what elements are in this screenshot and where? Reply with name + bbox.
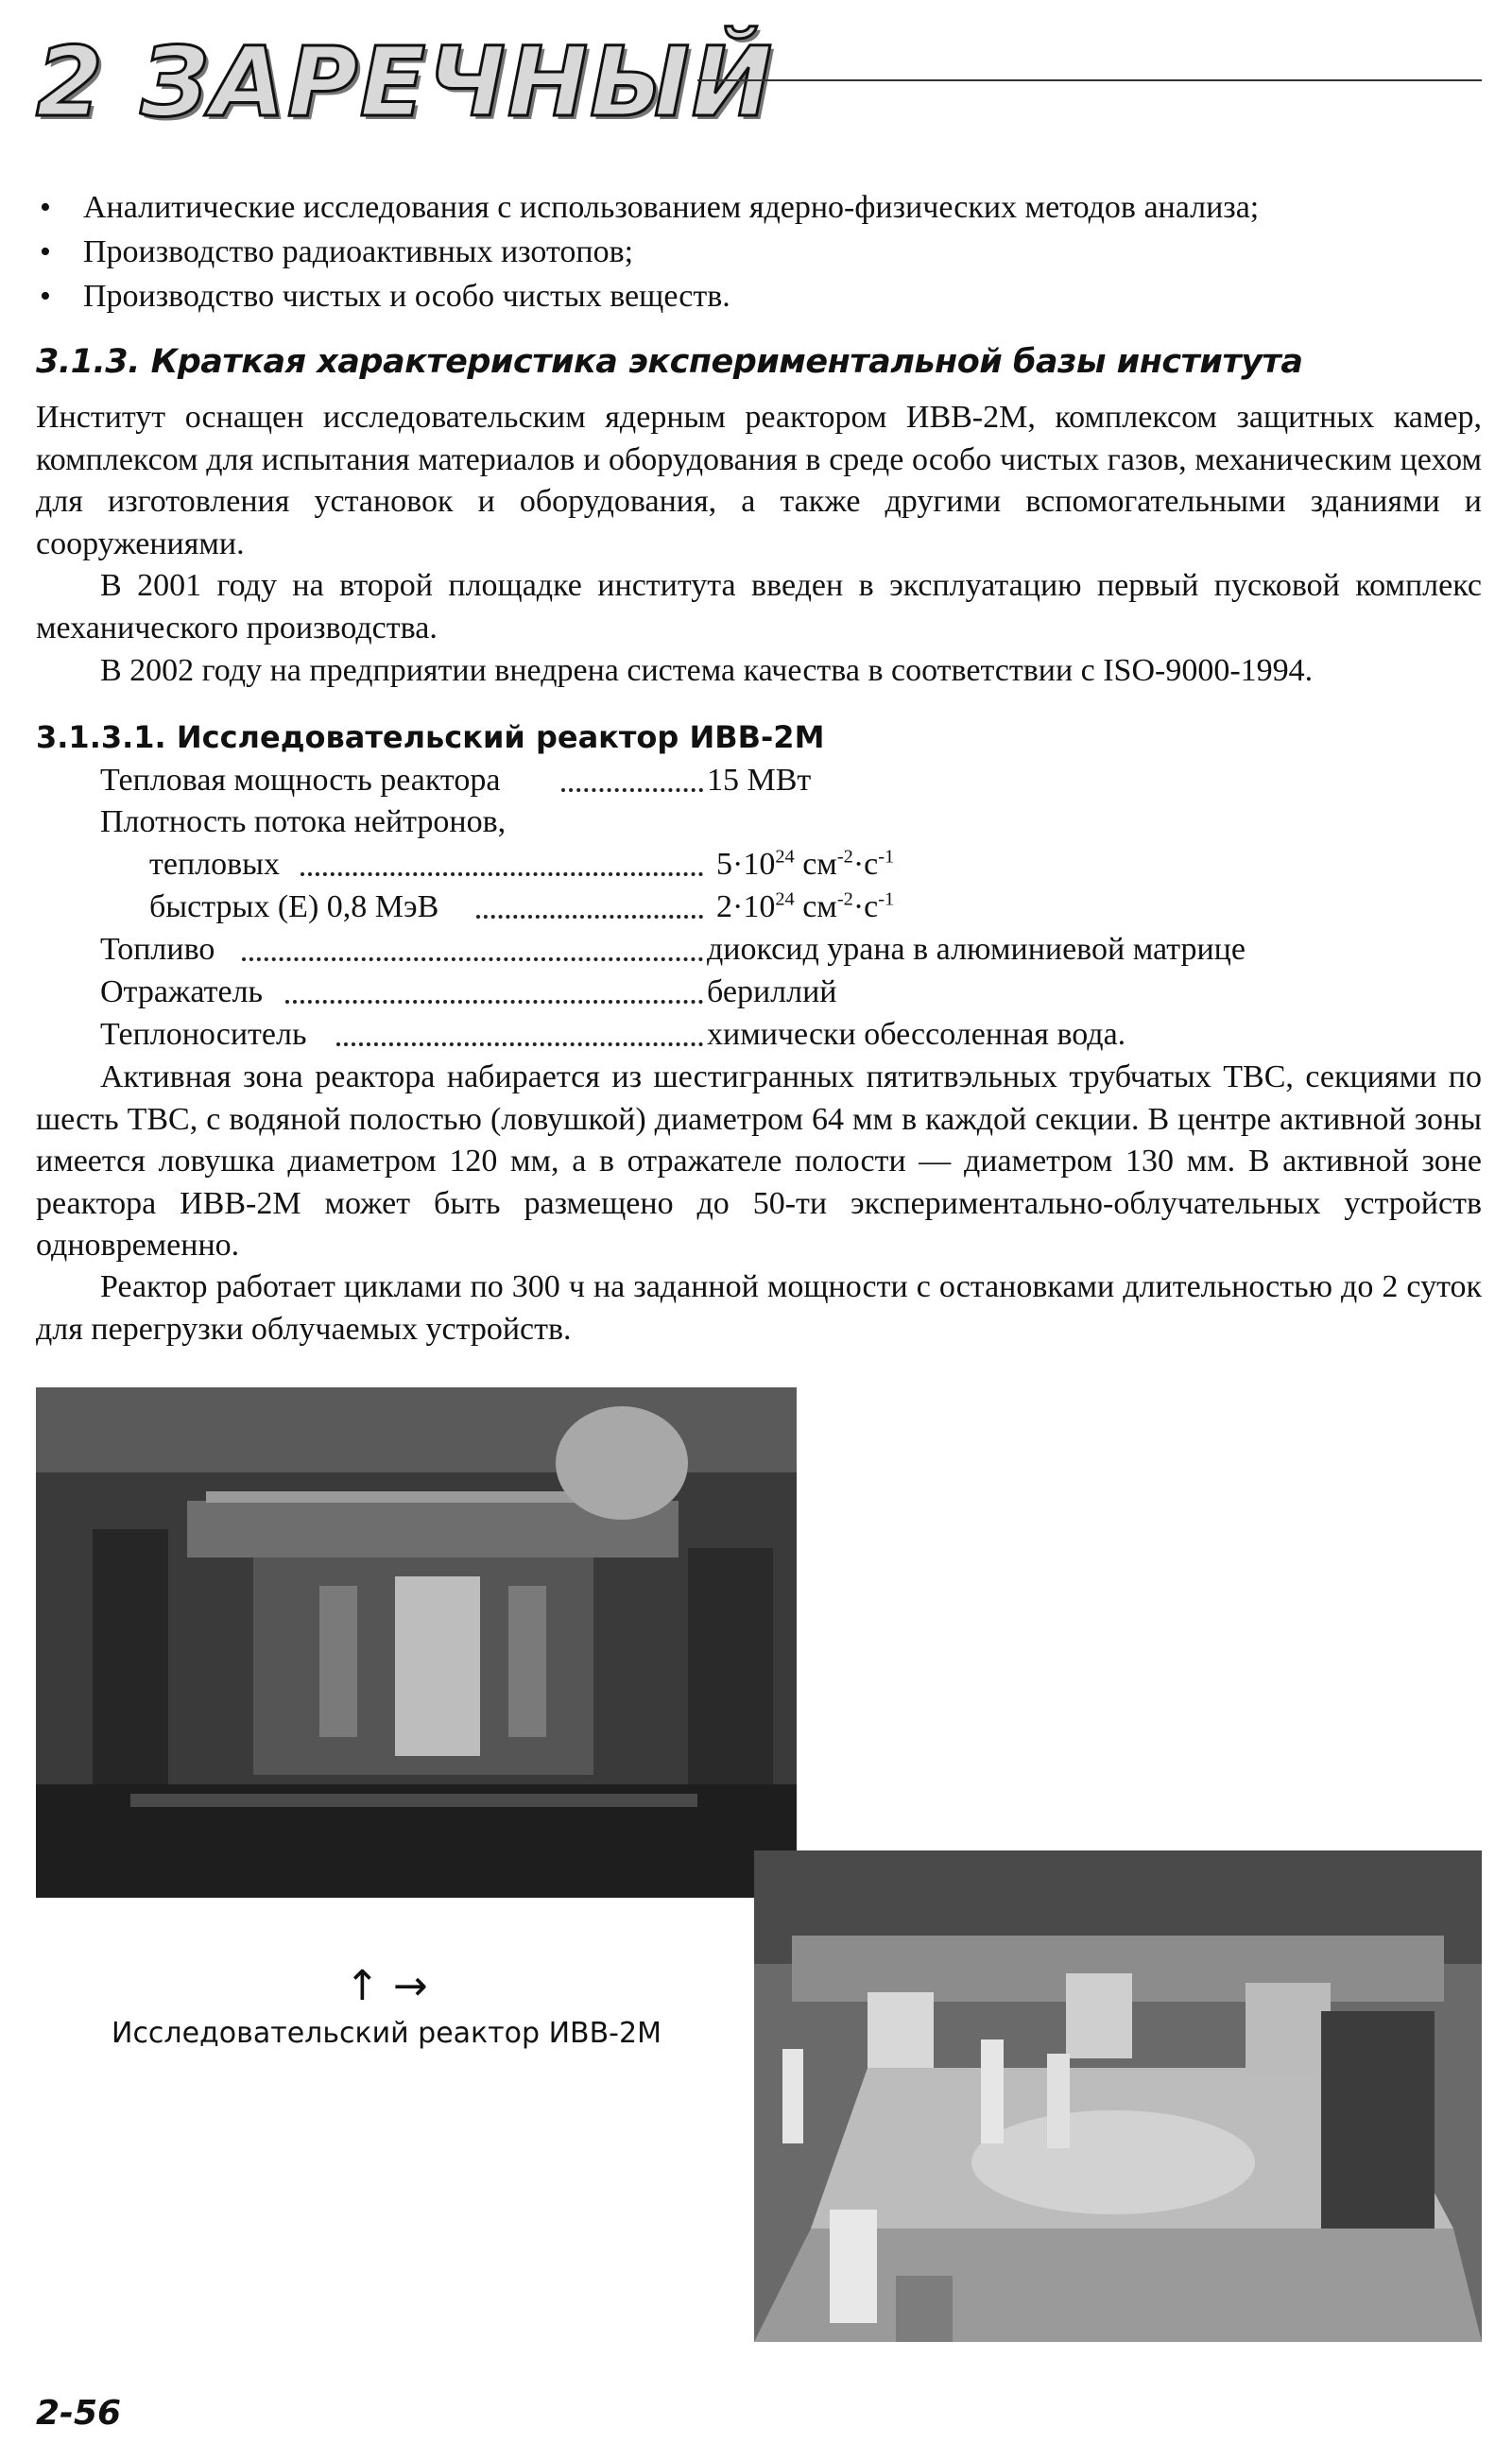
spec-label: Тепловая мощность реактора — [100, 763, 501, 798]
header-logo: 2 ЗАРЕЧНЫЙ — [36, 26, 775, 139]
caption-arrows: ↑ → — [345, 1962, 428, 2010]
spec-value: бериллий — [707, 974, 837, 1009]
spec-row-power — [100, 760, 1423, 801]
section-paragraph-2: В 2001 году на второй площадке института введен в эксплуатацию первый пусковой комплекс механического производства. — [36, 568, 1482, 645]
dot-leader — [285, 1000, 703, 1004]
header-rule — [697, 79, 1482, 81]
page-number: 2-56 — [36, 2394, 122, 2433]
reactor-photo-bottom-illustration — [754, 1850, 1482, 2342]
spec-row-thermal — [100, 844, 1423, 886]
spec-value: диоксид урана в алюминиевой матрице — [707, 932, 1246, 967]
spec-label: Отражатель — [100, 974, 264, 1009]
spec-value: 15 МВт — [707, 763, 812, 798]
spec-row-flux-heading — [100, 801, 1423, 843]
dot-leader — [301, 872, 703, 876]
spec-label: быстрых (Е) 0,8 МэВ — [149, 889, 439, 924]
subsection-paragraph-1: Активная зона реактора набирается из шестигранных пятитвэльных трубчатых ТВС, секциями по шесть ТВС, с водяной полостью (ловушкой) диаметром 64 мм в каждой секции. В центре активной зоны имеется ловушка диаметром 120 мм, а в отражателе полости — диаметром 130 мм. В активной зоне реактора ИВВ-2М может быть размещено до 50-ти экспериментально-облучательных устройств одновременно. — [36, 1059, 1482, 1263]
bullet-item: • Аналитические исследования с использованием ядерно-физических методов анализа; — [36, 185, 1482, 230]
spec-value: $5\cdot 10^{24}$ $см^{-2}\cdot с^{-1}$ — [716, 846, 895, 882]
spec-row-coolant — [100, 1014, 1423, 1056]
dot-leader — [561, 788, 703, 792]
spec-label: Теплоноситель — [100, 1017, 307, 1052]
reactor-photo-bottom — [754, 1850, 1482, 2342]
dot-leader — [476, 915, 703, 919]
dot-leader — [336, 1042, 703, 1046]
section-paragraph-3: В 2002 году на предприятии внедрена система качества в соответствии с ISO-9000-1994. — [100, 653, 1314, 688]
bullet-list — [36, 185, 1482, 318]
spec-row-reflector — [100, 972, 1423, 1013]
spec-row-fuel — [100, 929, 1423, 971]
spec-label: тепловых — [149, 847, 281, 882]
subsection-paragraph-2: Реактор работает циклами по 300 ч на заданной мощности с остановками длительностью до 2 суток для перегрузки облучаемых устройств. — [36, 1269, 1482, 1347]
spec-label: Плотность потока нейтронов, — [100, 804, 507, 839]
reactor-photo-top — [36, 1387, 797, 1898]
section-title: 3.1.3. Краткая характеристика экспериментальной базы института — [36, 343, 1303, 381]
reactor-photo-top-illustration — [36, 1387, 797, 1898]
dot-leader — [242, 957, 703, 961]
spec-value: химически обессоленная вода. — [707, 1017, 1126, 1052]
spec-row-fast — [100, 886, 1423, 928]
page-header — [36, 26, 1482, 140]
bullet-item: • Производство чистых и особо чистых веществ. — [36, 274, 1482, 318]
spec-label: Топливо — [100, 932, 215, 967]
figure-caption: Исследовательский реактор ИВВ-2М — [112, 2017, 662, 2050]
subsection-title: 3.1.3.1. Исследовательский реактор ИВВ-2М — [36, 719, 825, 755]
spec-value: $2\cdot 10^{24}$ $см^{-2}\cdot с^{-1}$ — [716, 888, 895, 924]
section-paragraph-1: Институт оснащен исследовательским ядерным реактором ИВВ-2М, комплексом защитных камер, комплексом для испытания материалов и оборудования в среде особо чистых газов, механическим цехом для изготовления установок и оборудования, а также другими вспомогательными зданиями и сооружениями. — [36, 400, 1482, 561]
bullet-item: • Производство радиоактивных изотопов; — [36, 230, 1482, 274]
